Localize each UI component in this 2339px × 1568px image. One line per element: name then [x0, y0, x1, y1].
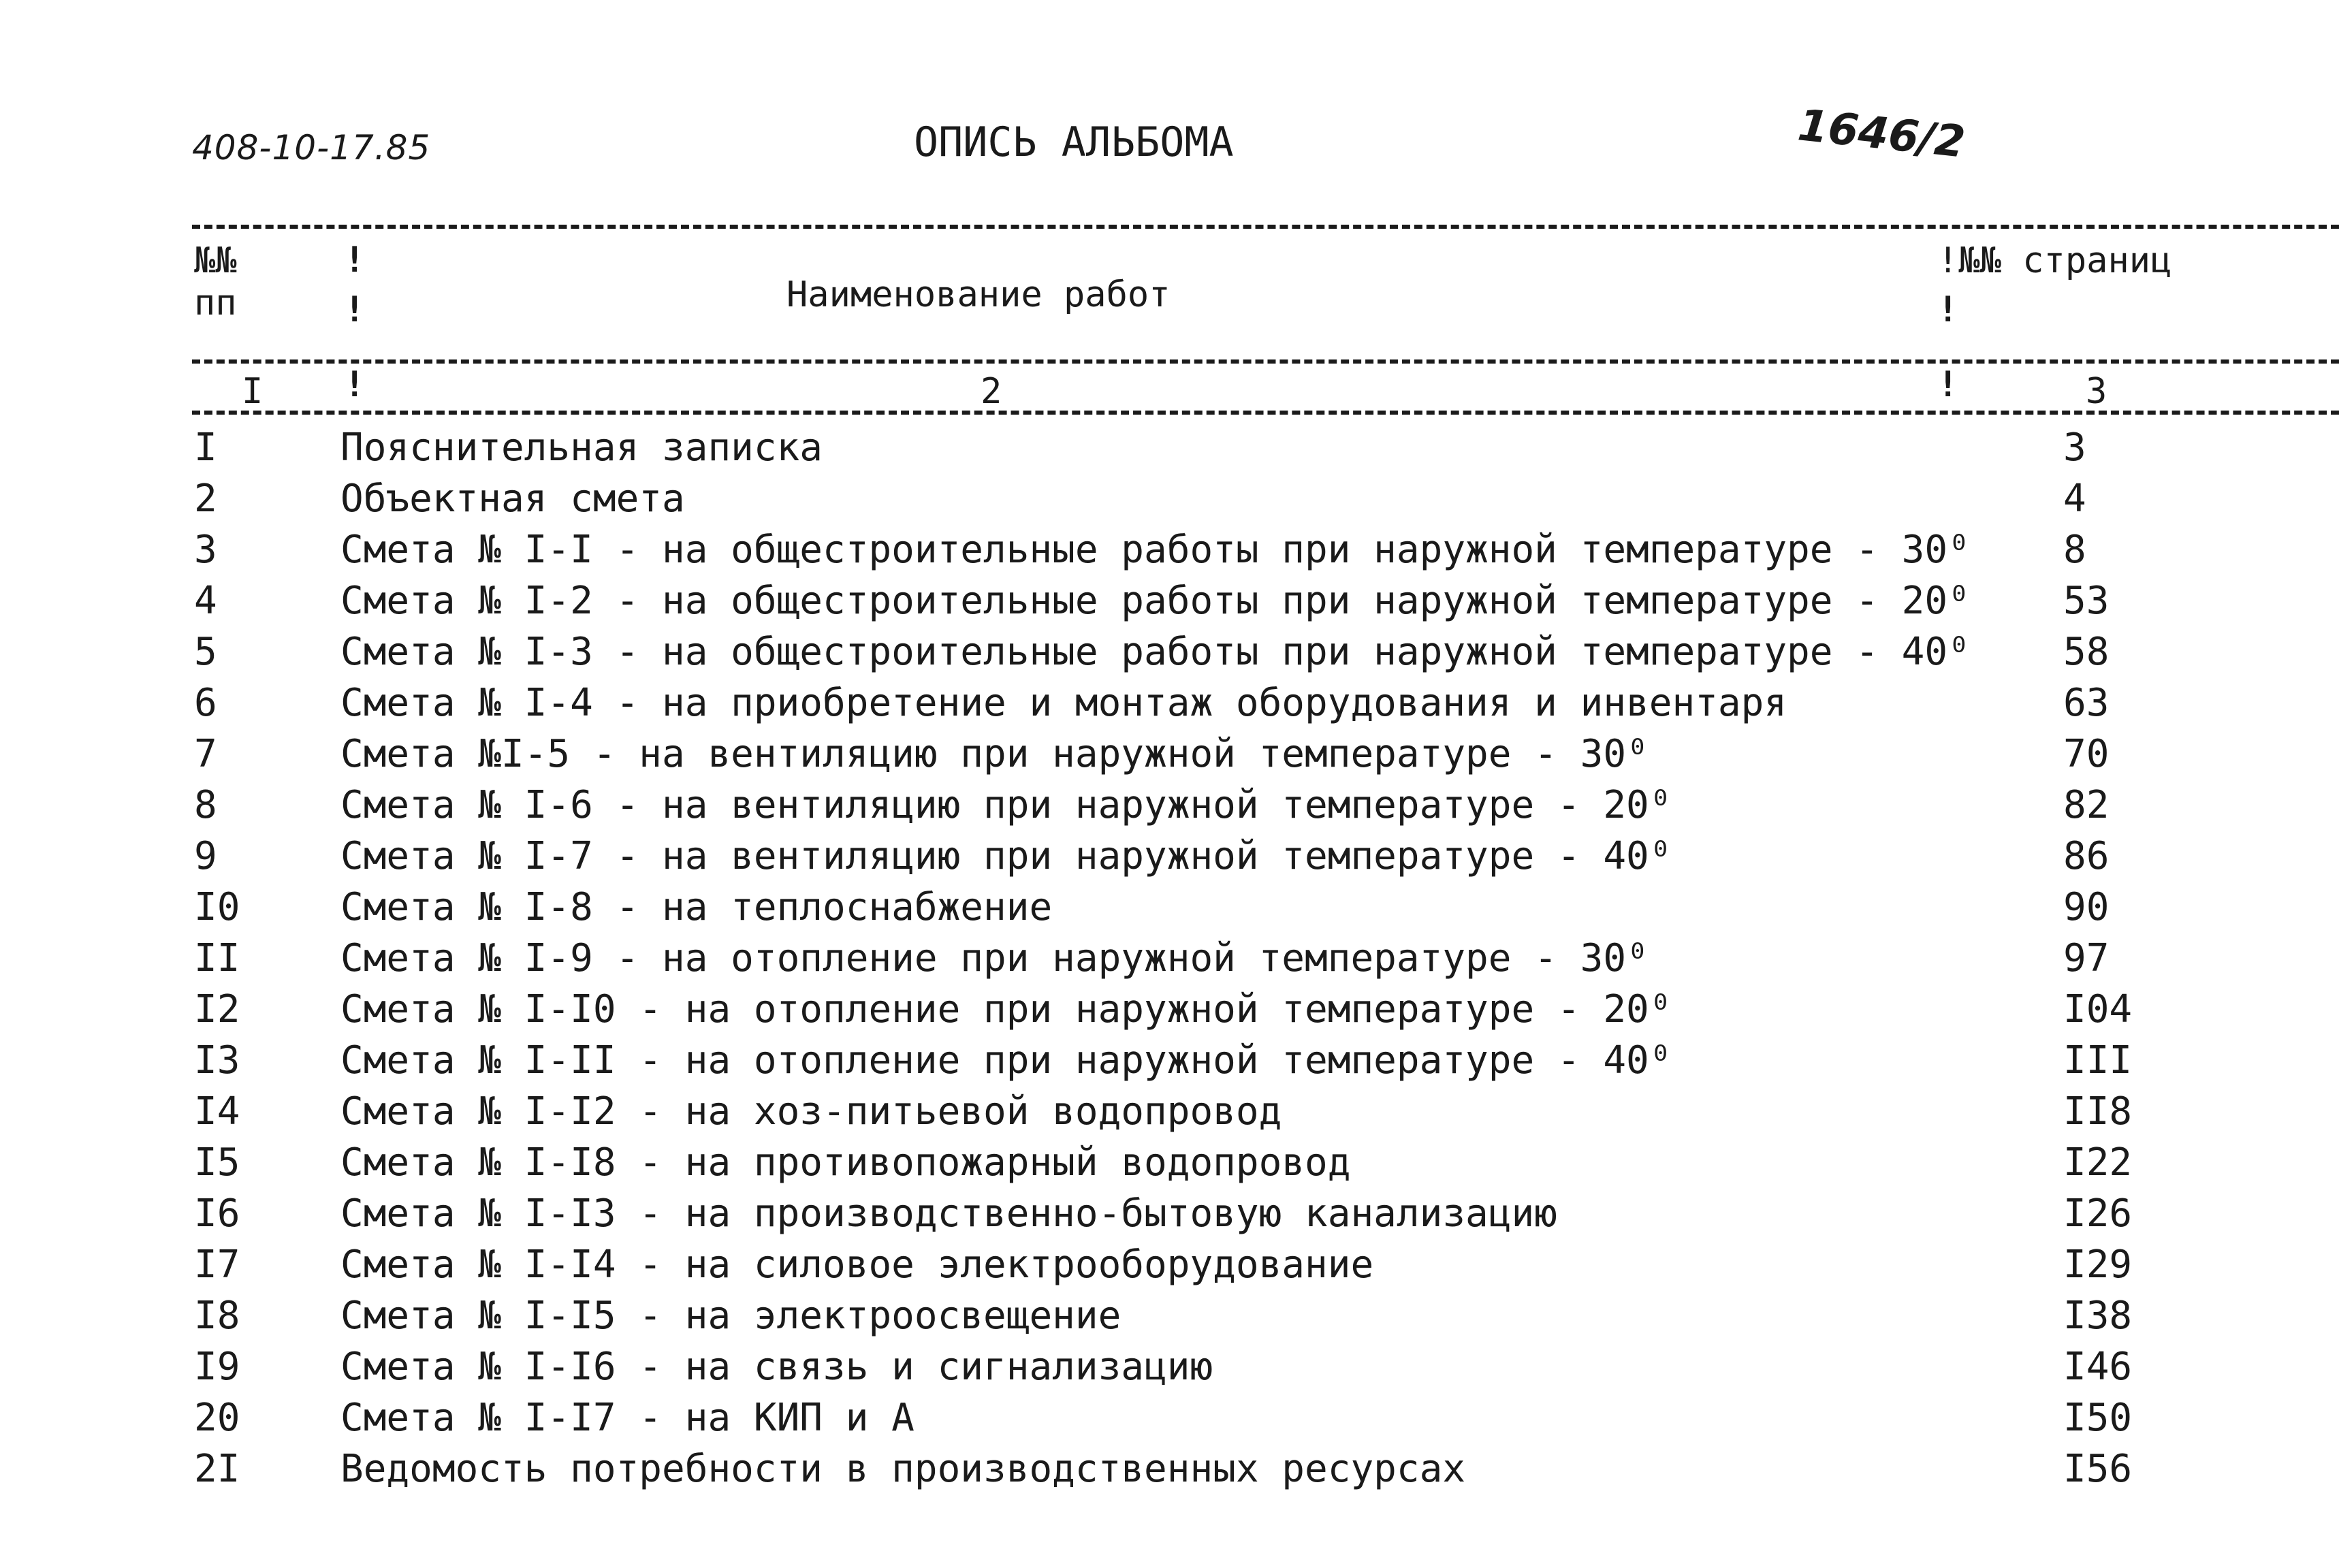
document-code: 408-10-17.85	[192, 128, 431, 167]
row-title: Пояснительная записка	[340, 426, 823, 470]
row-page-number: 63	[2063, 681, 2110, 725]
row-number: 6	[194, 681, 217, 725]
table-row	[0, 1290, 2339, 1341]
row-title: Смета №I-5 - на вентиляцию при наружной температуре - 30⁰	[340, 732, 1649, 776]
row-title: Смета № I-II - на отопление при наружной температуре - 40⁰	[340, 1038, 1672, 1083]
table-row	[0, 524, 2339, 575]
table-row	[0, 1443, 2339, 1494]
table-row	[0, 626, 2339, 677]
column-number-2: 2	[981, 371, 1002, 412]
column-separator-mark: !	[344, 240, 366, 281]
column-separator-mark: !	[1937, 364, 1959, 405]
row-title: Смета № I-I2 - на хоз-питьевой водопровод	[340, 1089, 1282, 1134]
row-number: II	[194, 936, 240, 980]
row-number: I3	[194, 1038, 240, 1083]
row-title: Смета № I-8 - на теплоснабжение	[340, 885, 1053, 929]
table-row	[0, 780, 2339, 831]
handwritten-note: 1646/2	[1795, 100, 1968, 168]
row-number: I5	[194, 1140, 240, 1185]
row-title: Смета № I-2 - на общестроительные работы при наружной температуре - 20⁰	[340, 579, 1971, 623]
table-row	[0, 984, 2339, 1035]
row-page-number: I38	[2063, 1294, 2133, 1338]
row-number: 2I	[194, 1447, 240, 1491]
row-title: Смета № I-I3 - на производственно-бытовую канализацию	[340, 1191, 1557, 1236]
row-number: I	[194, 426, 217, 470]
row-title: Смета № I-I - на общестроительные работы при наружной температуре - 30⁰	[340, 528, 1971, 572]
table-top-border	[192, 225, 2339, 229]
table-row	[0, 1035, 2339, 1086]
row-title: Смета № I-I0 - на отопление при наружной температуре - 20⁰	[340, 987, 1672, 1031]
document-title: ОПИСЬ АЛЬБОМА	[914, 118, 1234, 166]
row-title: Ведомость потребности в производственных ресурсах	[340, 1447, 1466, 1491]
table-row	[0, 422, 2339, 473]
row-title: Смета № I-4 - на приобретение и монтаж оборудования и инвентаря	[340, 681, 1787, 725]
row-number: I4	[194, 1089, 240, 1134]
table-row	[0, 1137, 2339, 1188]
header-col-name: Наименование работ	[786, 274, 1171, 315]
row-title: Смета № I-I6 - на связь и сигнализацию	[340, 1345, 1213, 1389]
row-page-number: 86	[2063, 834, 2110, 878]
table-row	[0, 473, 2339, 524]
row-page-number: 58	[2063, 630, 2110, 674]
row-number: 9	[194, 834, 217, 878]
row-title: Смета № I-3 - на общестроительные работы при наружной температуре - 40⁰	[340, 630, 1971, 674]
row-page-number: 8	[2063, 528, 2086, 572]
table-row	[0, 729, 2339, 780]
row-page-number: 4	[2063, 477, 2086, 521]
row-number: I7	[194, 1243, 240, 1287]
row-number: 4	[194, 579, 217, 623]
row-number: 8	[194, 783, 217, 827]
row-title: Смета № I-6 - на вентиляцию при наружной температуре - 20⁰	[340, 783, 1672, 827]
row-number: I6	[194, 1191, 240, 1236]
row-page-number: 3	[2063, 426, 2086, 470]
row-number: 20	[194, 1396, 240, 1440]
row-title: Смета № I-9 - на отопление при наружной температуре - 30⁰	[340, 936, 1649, 980]
row-number: I2	[194, 987, 240, 1031]
row-title: Смета № I-I4 - на силовое электрооборудование	[340, 1243, 1374, 1287]
row-page-number: I04	[2063, 987, 2133, 1031]
row-page-number: 90	[2063, 885, 2110, 929]
column-number-1: I	[242, 371, 264, 412]
row-page-number: I56	[2063, 1447, 2133, 1491]
row-page-number: I46	[2063, 1345, 2133, 1389]
row-page-number: 70	[2063, 732, 2110, 776]
column-separator-mark: !	[344, 289, 366, 330]
row-title: Смета № I-7 - на вентиляцию при наружной температуре - 40⁰	[340, 834, 1672, 878]
header-col-num: №№ пп	[194, 240, 237, 323]
table-row	[0, 1239, 2339, 1290]
row-number: 5	[194, 630, 217, 674]
row-number: I0	[194, 885, 240, 929]
column-separator-mark: !	[1937, 289, 1959, 330]
row-page-number: I29	[2063, 1243, 2133, 1287]
row-page-number: I50	[2063, 1396, 2133, 1440]
row-page-number: 82	[2063, 783, 2110, 827]
table-row	[0, 1392, 2339, 1443]
table-row	[0, 882, 2339, 933]
column-number-3: 3	[2086, 371, 2107, 412]
table-row	[0, 575, 2339, 626]
column-separator-mark: !	[344, 364, 366, 405]
row-number: 7	[194, 732, 217, 776]
row-title: Смета № I-I5 - на электроосвещение	[340, 1294, 1121, 1338]
row-title: Объектная смета	[340, 477, 685, 521]
row-title: Смета № I-I7 - на КИП и А	[340, 1396, 914, 1440]
table-row	[0, 1341, 2339, 1392]
table-row	[0, 933, 2339, 984]
row-number: I8	[194, 1294, 240, 1338]
row-page-number: II8	[2063, 1089, 2133, 1134]
table-row	[0, 1188, 2339, 1239]
row-number: 2	[194, 477, 217, 521]
row-page-number: I26	[2063, 1191, 2133, 1236]
row-page-number: III	[2063, 1038, 2133, 1083]
row-page-number: I22	[2063, 1140, 2133, 1185]
column-number-divider	[192, 411, 2339, 415]
table-row	[0, 831, 2339, 882]
table-row	[0, 677, 2339, 729]
row-number: 3	[194, 528, 217, 572]
row-number: I9	[194, 1345, 240, 1389]
row-page-number: 53	[2063, 579, 2110, 623]
row-page-number: 97	[2063, 936, 2110, 980]
row-title: Смета № I-I8 - на противопожарный водопровод	[340, 1140, 1351, 1185]
header-divider	[192, 359, 2339, 364]
header-col-pages: !№№ страниц	[1937, 240, 2172, 281]
table-row	[0, 1086, 2339, 1137]
